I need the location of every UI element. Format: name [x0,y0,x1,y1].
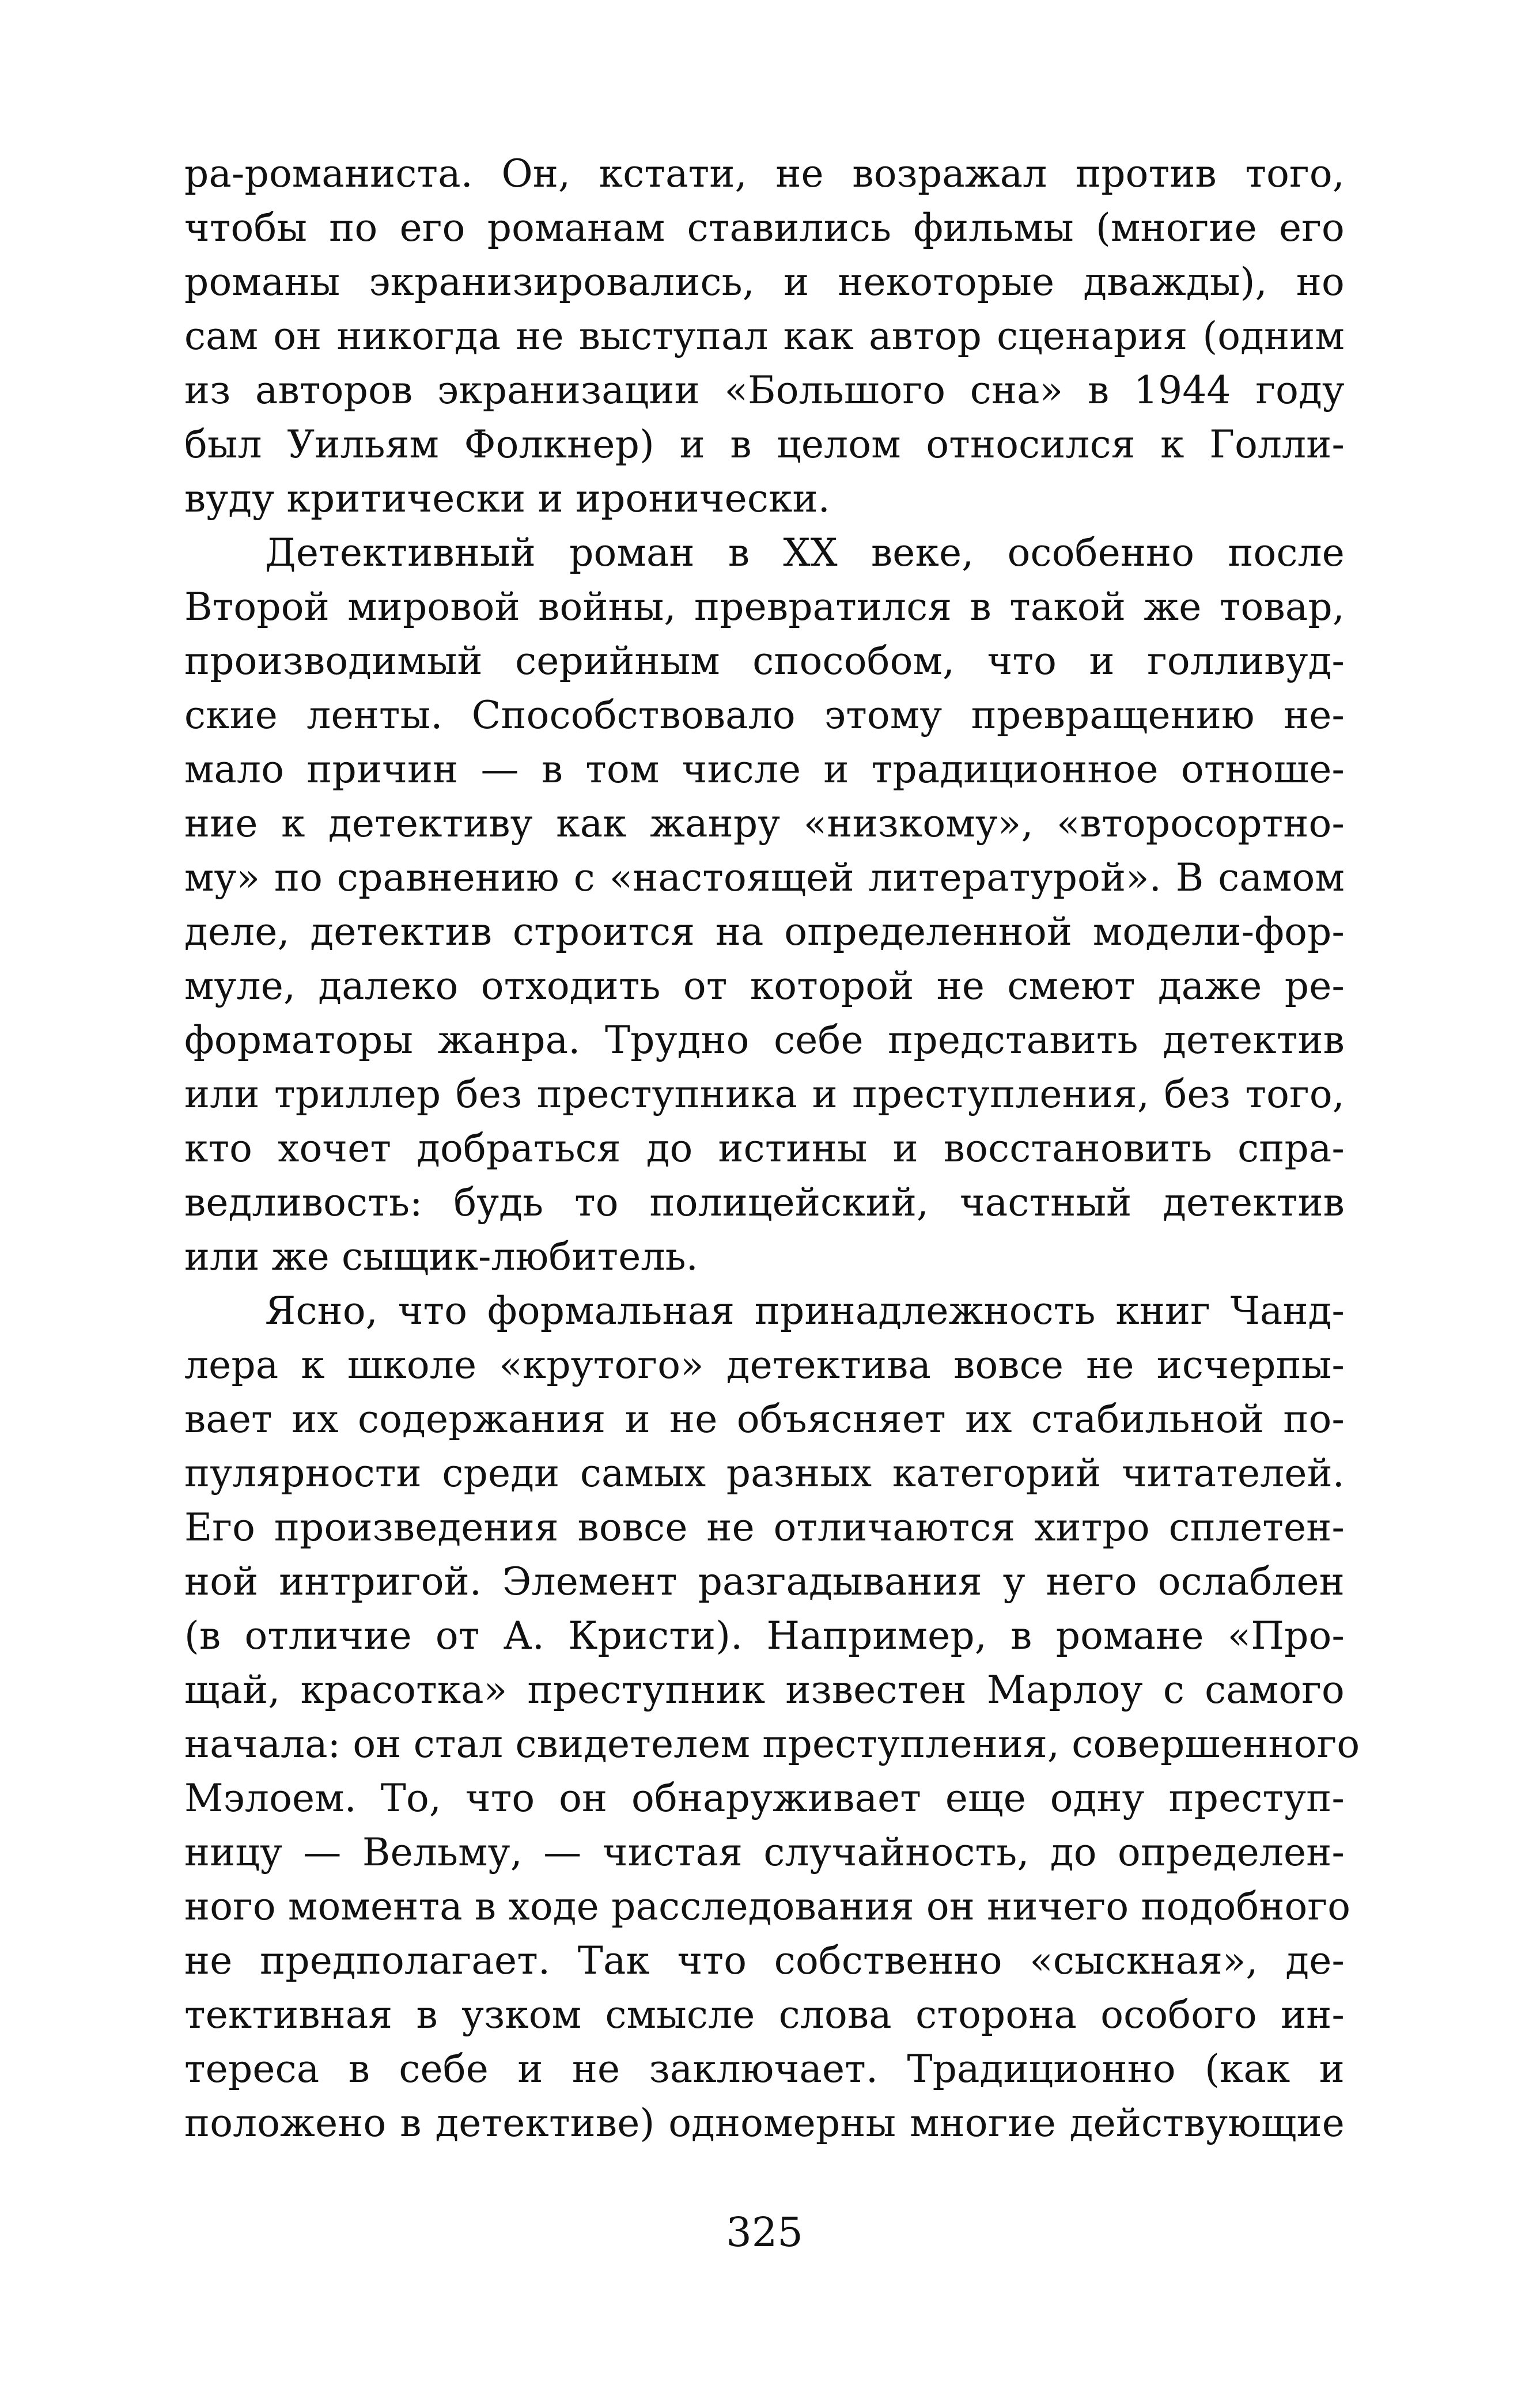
text-line: (в отличие от А. Кристи). Например, в романе «Про- [184,1614,1345,1658]
text-line: ной интригой. Элемент разгадывания у него ослаблен [184,1559,1345,1604]
text-line: производимый серийным способом, что и голливуд- [184,639,1345,683]
text-line: вуду критически и иронически. [184,476,830,521]
text-line: щай, красотка» преступник известен Марлоу с самого [184,1668,1345,1712]
text-line: кто хочет добраться до истины и восстановить спра- [184,1126,1345,1171]
text-line: начала: он стал свидетелем преступления, совершенного [184,1722,1360,1766]
text-line: пулярности среди самых разных категорий читателей. [184,1451,1345,1495]
text-line: положено в детективе) одномерны многие действующие [184,2101,1345,2145]
text-line: муле, далеко отходить от которой не смеют даже ре- [184,964,1345,1008]
text-line: вает их содержания и не объясняет их стабильной по- [184,1397,1345,1441]
text-line: форматоры жанра. Трудно себе представить детектив [184,1018,1345,1062]
text-line: лера к школе «крутого» детектива вовсе не исчерпы- [184,1343,1345,1387]
text-line: тереса в себе и не заключает. Традиционно (как и [184,2047,1345,2091]
text-line: чтобы по его романам ставились фильмы (многие его [184,206,1345,250]
text-line: деле, детектив строится на определенной модели-фор- [184,910,1345,954]
text-line: Мэлоем. То, что он обнаруживает еще одну преступ- [184,1776,1345,1820]
text-line: ра-романиста. Он, кстати, не возражал против того, [184,152,1345,196]
text-line: ние к детективу как жанру «низкому», «второсортно- [184,801,1345,846]
text-line: был Уильям Фолкнер) и в целом относился к Голли- [184,422,1345,467]
page-number: 325 [726,2209,803,2256]
text-line: мало причин — в том числе и традиционное отноше- [184,747,1345,792]
paragraph-first-line: Детективный роман в XX веке, особенно после [265,531,1345,575]
text-line: не предполагает. Так что собственно «сыскная», де- [184,1938,1345,1983]
text-line: ницу — Вельму, — чистая случайность, до определен- [184,1830,1345,1875]
paragraph-first-line: Ясно, что формальная принадлежность книг Чанд- [265,1289,1345,1333]
text-line: романы экранизировались, и некоторые дважды), но [184,260,1345,304]
text-line: ские ленты. Способствовало этому превращению не- [184,693,1345,737]
text-line: му» по сравнению с «настоящей литературой». В самом [184,855,1345,900]
text-line: или триллер без преступника и преступления, без того, [184,1072,1345,1116]
text-line: сам он никогда не выступал как автор сценария (одним [184,314,1345,358]
text-line: Второй мировой войны, превратился в такой же товар, [184,585,1345,629]
text-line: ведливость: будь то полицейский, частный детектив [184,1180,1345,1225]
text-line: тективная в узком смысле слова сторона особого ин- [184,1993,1345,2037]
text-line: ного момента в ходе расследования он ничего подобного [184,1884,1351,1929]
text-line: из авторов экранизации «Большого сна» в 1944 году [184,368,1345,412]
text-line: или же сыщик-любитель. [184,1235,698,1279]
text-line: Его произведения вовсе не отличаются хитро сплетен- [184,1505,1345,1550]
